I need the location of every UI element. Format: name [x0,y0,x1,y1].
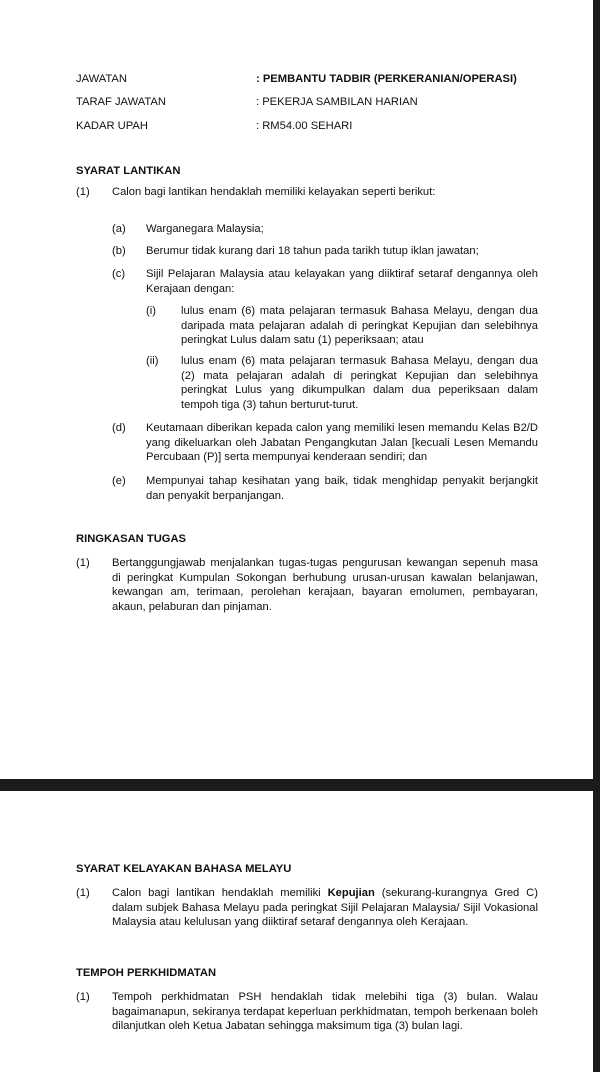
kadar-upah-label: KADAR UPAH [76,120,148,132]
item-a-text: Warganegara Malaysia; [146,223,264,235]
subitem-i-text: lulus enam (6) mata pelajaran termasuk Bahasa Melayu, dengan dua daripada mata pelajaran adalah di peringkat Kepujian dan selebihnya peringkat Lulus dalam satu (1) peperiksaan; atau [181,305,538,346]
subitem-ii-text: lulus enam (6) mata pelajaran termasuk Bahasa Melayu, dengan dua (2) mata pelajaran adalah di peringkat Kepujian dan selebihnya peringkat Lulus yang dikumpulkan dalam dua peperiksaan dalam tempoh tiga (3) tahun berturut-turut. [181,355,538,411]
item-b-text: Berumur tidak kurang dari 18 tahun pada tarikh tutup iklan jawatan; [146,245,479,257]
tempoh-number: (1) [76,991,90,1003]
tempoh-heading: TEMPOH PERKHIDMATAN [76,967,217,979]
jawatan-label: JAWATAN [76,73,127,85]
kepujian-emphasis: Kepujian [327,887,375,899]
syarat-lantikan-heading: SYARAT LANTIKAN [76,165,181,177]
item-c-text: Sijil Pelajaran Malaysia atau kelayakan yang diiktiraf setaraf dengannya oleh Kerajaan dengan: [146,268,538,295]
item-d-text: Keutamaan diberikan kepada calon yang memiliki lesen memandu Kelas B2/D yang dikeluarkan oleh Jabatan Pengangkutan Jalan [kecuali Lesen Memandu Percubaan (P)] serta mempunyai kenderaan sendiri; dan [146,422,538,463]
item-e-text: Mempunyai tahap kesihatan yang baik, tidak menghidap penyakit berjangkit dan penyakit berpanjangan. [146,475,538,502]
ringkasan-tugas-text: Bertanggungjawab menjalankan tugas-tugas pengurusan kewangan sepenuh masa di peringkat Kumpulan Sokongan berhubung urusan-urusan kawalan belanjawan, kewangan am, terimaan, perolehan kerajaan, bayaran emolumen, pembayaran, akaun, pelaburan dan pinjaman. [112,557,538,613]
kadar-upah-value: : RM54.00 SEHARI [256,120,353,132]
subitem-ii-tag: (ii) [146,355,159,367]
syarat-lantikan-intro: Calon bagi lantikan hendaklah memiliki kelayakan seperti berikut: [112,186,436,198]
syarat-bahasa-heading: SYARAT KELAYAKAN BAHASA MELAYU [76,863,292,875]
syarat-lantikan-number: (1) [76,186,90,198]
item-a-tag: (a) [112,223,126,235]
jawatan-value: : PEMBANTU TADBIR (PERKERANIAN/OPERASI) [256,73,517,85]
taraf-jawatan-value: : PEKERJA SAMBILAN HARIAN [256,96,418,108]
item-e-tag: (e) [112,475,126,487]
syarat-bahasa-number: (1) [76,887,90,899]
taraf-jawatan-label: TARAF JAWATAN [76,96,166,108]
item-d-tag: (d) [112,422,126,434]
ringkasan-tugas-heading: RINGKASAN TUGAS [76,533,187,545]
syarat-bahasa-text: Calon bagi lantikan hendaklah memiliki Kepujian (sekurang-kurangnya Gred C) dalam subjek Bahasa Melayu pada peringkat Sijil Pelajaran Malaysia/ Sijil Vokasional Malaysia atau kelulusan yang diiktiraf setaraf dengannya oleh Kerajaan. [112,887,538,928]
item-b-tag: (b) [112,245,126,257]
subitem-i-tag: (i) [146,305,156,317]
item-c-tag: (c) [112,268,126,280]
document-page-2 [0,791,593,1072]
tempoh-text: Tempoh perkhidmatan PSH hendaklah tidak melebihi tiga (3) bulan. Walau bagaimanapun, sekiranya terdapat keperluan perkhidmatan, tempoh berkenaan boleh dilanjutkan oleh Ketua Jabatan sehingga maksimum tiga (3) bulan lagi. [112,991,538,1032]
ringkasan-tugas-number: (1) [76,557,90,569]
